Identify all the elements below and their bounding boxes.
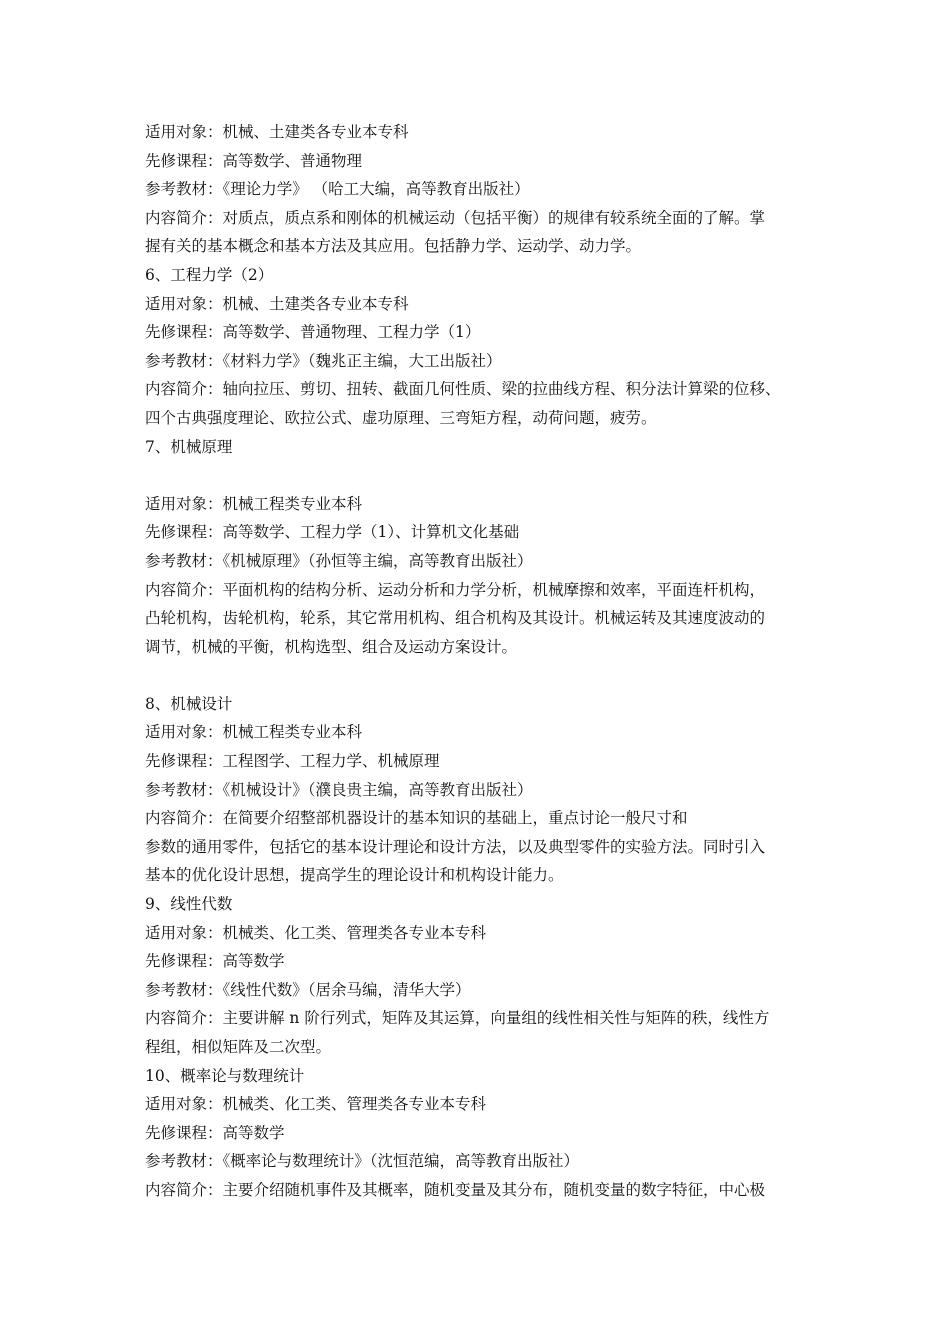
text-line: 参考教材：《线性代数》（居余马编，清华大学） [145, 980, 471, 999]
text-line: 先修课程：高等数学 [145, 952, 285, 971]
text-line: 参考教材：《概率论与数理统计》（沈恒范编，高等教育出版社） [145, 1152, 580, 1171]
text-line: 先修课程：工程图学、工程力学、机械原理 [145, 752, 440, 771]
section-heading: 7、机械原理 [145, 437, 233, 456]
text-line: 内容简介：主要讲解 n 阶行列式，矩阵及其运算，向量组的线性相关性与矩阵的秩，线性方 [145, 1009, 770, 1028]
blank-line [145, 461, 820, 490]
text-line: 先修课程：高等数学 [145, 1123, 285, 1142]
text-line: 适用对象：机械工程类专业本科 [145, 723, 363, 742]
text-line: 内容简介：轴向拉压、剪切、扭转、截面几何性质、梁的拉曲线方程、积分法计算梁的位移、 [145, 380, 781, 399]
section-heading: 9、线性代数 [145, 895, 233, 914]
section-heading: 10、概率论与数理统计 [145, 1066, 305, 1085]
text-line: 参考教材：《理论力学》 （哈工大编，高等教育出版社） [145, 180, 530, 199]
text-line: 适用对象：机械、土建类各专业本专科 [145, 123, 409, 141]
text-line: 参考教材：《机械原理》（孙恒等主编，高等教育出版社） [145, 551, 533, 570]
text-line: 先修课程：高等数学、工程力学（1）、计算机文化基础 [145, 523, 520, 542]
text-line: 参考教材：《机械设计》（濮良贵主编，高等教育出版社） [145, 780, 533, 799]
text-line: 先修课程：高等数学、普通物理 [145, 151, 363, 170]
text-line: 适用对象：机械类、化工类、管理类各专业本专科 [145, 923, 487, 942]
text-line: 握有关的基本概念和基本方法及其应用。包括静力学、运动学、动力学。 [145, 237, 642, 256]
text-line: 凸轮机构，齿轮机构，轮系，其它常用机构、组合机构及其设计。机械运转及其速度波动的 [145, 609, 766, 628]
text-line: 基本的优化设计思想，提高学生的理论设计和机构设计能力。 [145, 866, 564, 885]
section-heading: 8、机械设计 [145, 694, 233, 713]
text-line: 参考教材：《材料力学》（魏兆正主编，大工出版社） [145, 351, 502, 370]
blank-line [145, 661, 820, 690]
text-line: 四个古典强度理论、欧拉公式、虚功原理、三弯矩方程，动荷问题，疲劳。 [145, 408, 657, 427]
text-line: 内容简介：平面机构的结构分析、运动分析和力学分析，机械摩擦和效率，平面连杆机构， [145, 580, 766, 599]
text-line: 程组，相似矩阵及二次型。 [145, 1038, 332, 1056]
section-heading: 6、工程力学（2） [145, 265, 274, 284]
text-line: 内容简介：对质点，质点系和刚体的机械运动（包括平衡）的规律有较系统全面的了解。掌 [145, 208, 766, 227]
text-line: 调节，机械的平衡，机构选型、组合及运动方案设计。 [145, 637, 518, 656]
text-line: 内容简介：主要介绍随机事件及其概率，随机变量及其分布，随机变量的数字特征，中心极 [145, 1180, 766, 1199]
text-line: 先修课程：高等数学、普通物理、工程力学（1） [145, 323, 481, 342]
text-line: 适用对象：机械工程类专业本科 [145, 494, 363, 513]
text-line: 适用对象：机械、土建类各专业本专科 [145, 294, 409, 313]
document-body [145, 118, 820, 1205]
text-line: 参数的通用零件，包括它的基本设计理论和设计方法，以及典型零件的实验方法。同时引入 [145, 837, 766, 856]
text-line: 适用对象：机械类、化工类、管理类各专业本专科 [145, 1095, 487, 1114]
text-line: 内容简介：在简要介绍整部机器设计的基本知识的基础上，重点讨论一般尺寸和 [145, 809, 688, 828]
